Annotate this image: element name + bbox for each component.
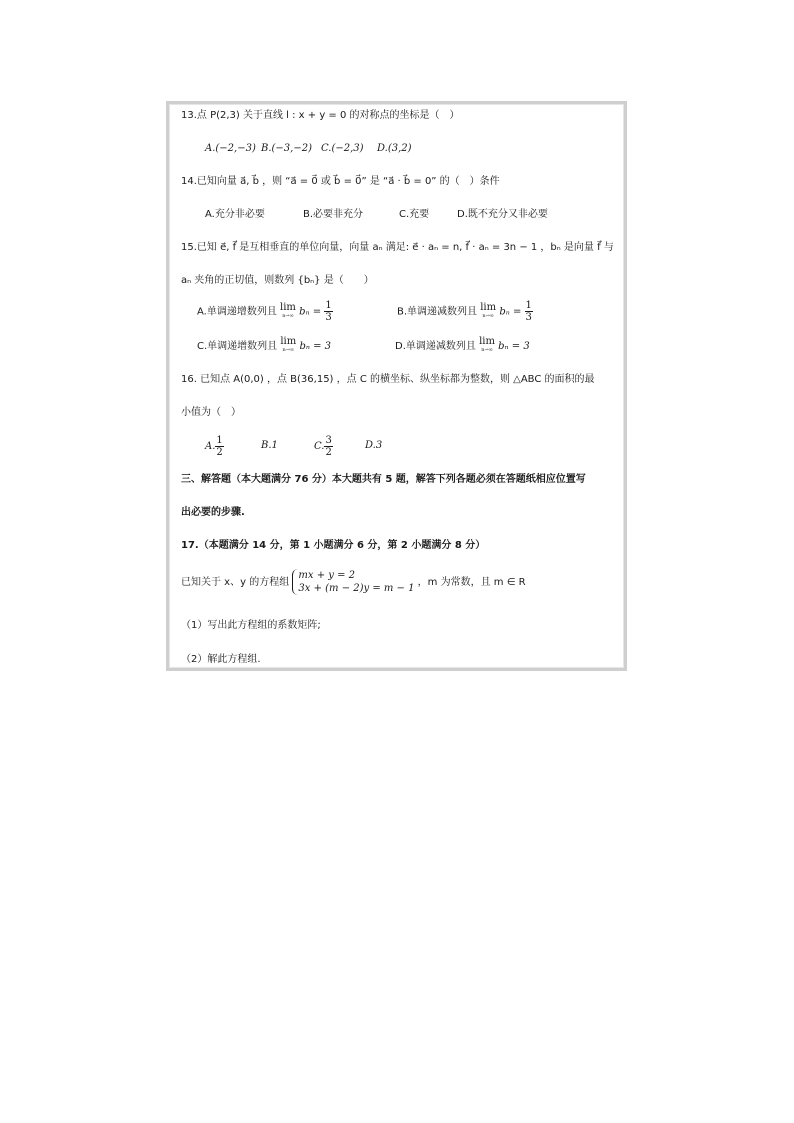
q14-option-c: C.充要: [399, 209, 430, 220]
q16-option-d: D.3: [365, 440, 383, 451]
section3-heading-line2: 出必要的步骤.: [181, 507, 245, 518]
q15-option-c-text: C.单调递增数列且: [197, 341, 278, 352]
q13-option-a: A.(−2,−3): [205, 143, 256, 154]
limit-symbol: [480, 303, 496, 321]
q16-stem-line1: 16. 已知点 A(0,0) ，点 B(36,15) ，点 C 的横坐标、纵坐标都为整数，则 △ABC 的面积的最: [181, 374, 595, 385]
lim-word: lim: [280, 336, 297, 347]
q13-option-d: D.(3,2): [377, 143, 412, 154]
q13-option-c: C.(−2,3): [321, 143, 364, 154]
q16-option-a: [205, 435, 224, 458]
fraction-denominator: 3: [325, 312, 332, 323]
equation-2: 3x + (m − 2)y = m − 1: [298, 583, 415, 594]
fraction: [525, 300, 533, 323]
lim-value: 3: [324, 341, 332, 352]
q14-option-a: A.充分非必要: [205, 209, 265, 220]
q17-part2: （2）解此方程组.: [181, 654, 261, 665]
q17-stem-post: ，m 为常数，且 m ∈ R: [417, 577, 526, 588]
lim-word: lim: [480, 301, 497, 313]
limit-symbol: [280, 303, 296, 321]
q13-option-b: B.(−3,−2): [261, 143, 312, 154]
q15-stem-line1: 15.已知 e⃗, f⃗ 是互相垂直的单位向量，向量 aₙ 满足: e⃗ · aₙ = n, f⃗ · aₙ = 3n − 1 ，bₙ 是向量 f⃗ 与: [181, 242, 614, 253]
lim-variable: bₙ =: [299, 341, 322, 352]
q15-option-c: [197, 337, 331, 355]
q16-option-a-label: A.: [205, 441, 216, 452]
q15-option-d: [395, 337, 530, 355]
fraction-numerator: 1: [525, 300, 532, 311]
fraction-numerator: 1: [325, 300, 332, 311]
q17-stem-pre: 已知关于 x、y 的方程组: [181, 577, 290, 588]
q17-stem: [181, 568, 526, 598]
q15-option-a-text: A.单调递增数列且: [197, 306, 277, 318]
section3-heading-line1: 三、解答题（本大题满分 76 分）本大题共有 5 题，解答下列各题必须在答题纸相应位置写: [181, 474, 586, 485]
q15-option-d-text: D.单调递减数列且: [395, 341, 476, 352]
lim-word: lim: [479, 336, 495, 347]
limit-symbol: [280, 337, 296, 355]
lim-subscript: n→∞: [482, 312, 494, 319]
equation-1: mx + y = 2: [298, 570, 355, 581]
q16-option-b: B.1: [261, 440, 278, 451]
q17-part1: （1）写出此方程组的系数矩阵;: [181, 620, 321, 631]
q14-option-d: D.既不充分又非必要: [457, 209, 548, 220]
q14-stem: 14.已知向量 a⃗, b⃗ ，则 “a⃗ = 0⃗ 或 b⃗ = 0⃗” 是 “a⃗ · b⃗ = 0” 的（ ）条件: [181, 176, 500, 187]
lim-subscript: n→∞: [481, 347, 493, 353]
lim-variable: bₙ =: [499, 306, 522, 318]
fraction: [324, 300, 332, 323]
q16-option-c-label: C.: [314, 441, 325, 452]
fraction-denominator: 3: [525, 312, 532, 323]
q13-stem: 13.点 P(2,3) 关于直线 l : x + y = 0 的对称点的坐标是（ ）: [181, 110, 460, 121]
lim-subscript: n→∞: [282, 347, 295, 353]
fraction-numerator: 3: [325, 435, 332, 446]
fraction-numerator: 1: [216, 435, 223, 446]
exam-page: [166, 101, 627, 671]
lim-word: lim: [280, 301, 296, 313]
fraction: [215, 435, 223, 458]
q16-option-c: [314, 435, 333, 458]
lim-variable: bₙ =: [498, 341, 521, 352]
q17-header: 17.（本题满分 14 分，第 1 小题满分 6 分，第 2 小题满分 8 分）: [181, 540, 486, 551]
limit-symbol: [479, 337, 495, 355]
q14-option-b: B.必要非充分: [303, 209, 364, 220]
lim-subscript: n→∞: [282, 312, 294, 319]
q15-stem-line2: aₙ 夹角的正切值，则数列 {bₙ} 是（ ）: [181, 275, 374, 286]
q15-option-b-text: B.单调递减数列且: [397, 306, 478, 318]
lim-variable: bₙ =: [299, 306, 322, 318]
equation-system: [292, 569, 414, 595]
fraction: [324, 435, 332, 458]
q15-option-b: [397, 300, 533, 323]
fraction-denominator: 2: [325, 447, 332, 458]
q15-option-a: [197, 300, 333, 323]
lim-value: 3: [523, 341, 530, 352]
q16-stem-line2: 小值为（ ）: [181, 407, 241, 418]
fraction-denominator: 2: [216, 447, 223, 458]
